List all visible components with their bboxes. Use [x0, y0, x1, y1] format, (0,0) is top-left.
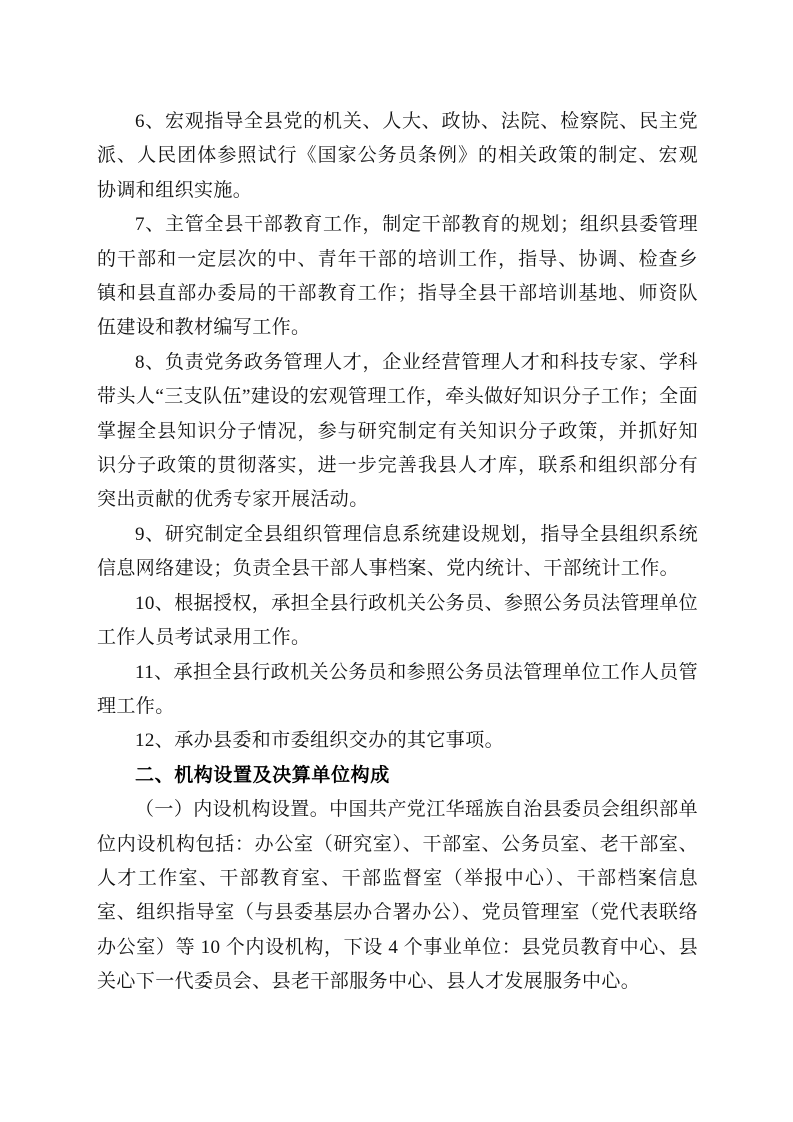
paragraph-duty-11: 11、承担全县行政机关公务员和参照公务员法管理单位工作人员管理工作。: [97, 661, 698, 717]
paragraph-internal-organs: （一）内设机构设置。中国共产党江华瑶族自治县委员会组织部单位内设机构包括：办公室（研究室）、干部室、公务员室、老干部室、人才工作室、干部教育室、干部监督室（举报中心）、干部档案信息室、组织指导室（与县委基层办合署办公）、党员管理室（党代表联络办公室）等 10 个内设机构，下设 4 个事业单位：县党员教育中心、县关心下一代委员会、县老干部服务中心、县人才发展服务中心。: [97, 799, 698, 993]
paragraph-duty-6: 6、宏观指导全县党的机关、人大、政协、法院、检察院、民主党派、人民团体参照试行《国家公务员条例》的相关政策的制定、宏观协调和组织实施。: [97, 111, 698, 201]
paragraph-duty-8: 8、负责党务政务管理人才，企业经营管理人才和科技专家、学科带头人“三支队伍”建设的宏观管理工作，牵头做好知识分子工作；全面掌握全县知识分子情况，参与研究制定有关知识分子政策，并抓好知识分子政策的贯彻落实，进一步完善我县人才库，联系和组织部分有突出贡献的优秀专家开展活动。: [97, 351, 698, 511]
paragraph-duty-7: 7、主管全县干部教育工作，制定干部教育的规划；组织县委管理的干部和一定层次的中、青年干部的培训工作，指导、协调、检查乡镇和县直部办委局的干部教育工作；指导全县干部培训基地、师资队伍建设和教材编写工作。: [97, 214, 698, 339]
document-page: [97, 105, 698, 1000]
section-heading-organization-setup: 二、机构设置及决算单位构成: [135, 764, 390, 786]
paragraph-duty-10: 10、根据授权，承担全县行政机关公务员、参照公务员法管理单位工作人员考试录用工作。: [97, 592, 699, 649]
paragraph-duty-9: 9、研究制定全县组织管理信息系统建设规划，指导全县组织系统信息网络建设；负责全县干部人事档案、党内统计、干部统计工作。: [97, 523, 698, 580]
paragraph-duty-12: 12、承办县委和市委组织交办的其它事项。: [135, 730, 505, 752]
